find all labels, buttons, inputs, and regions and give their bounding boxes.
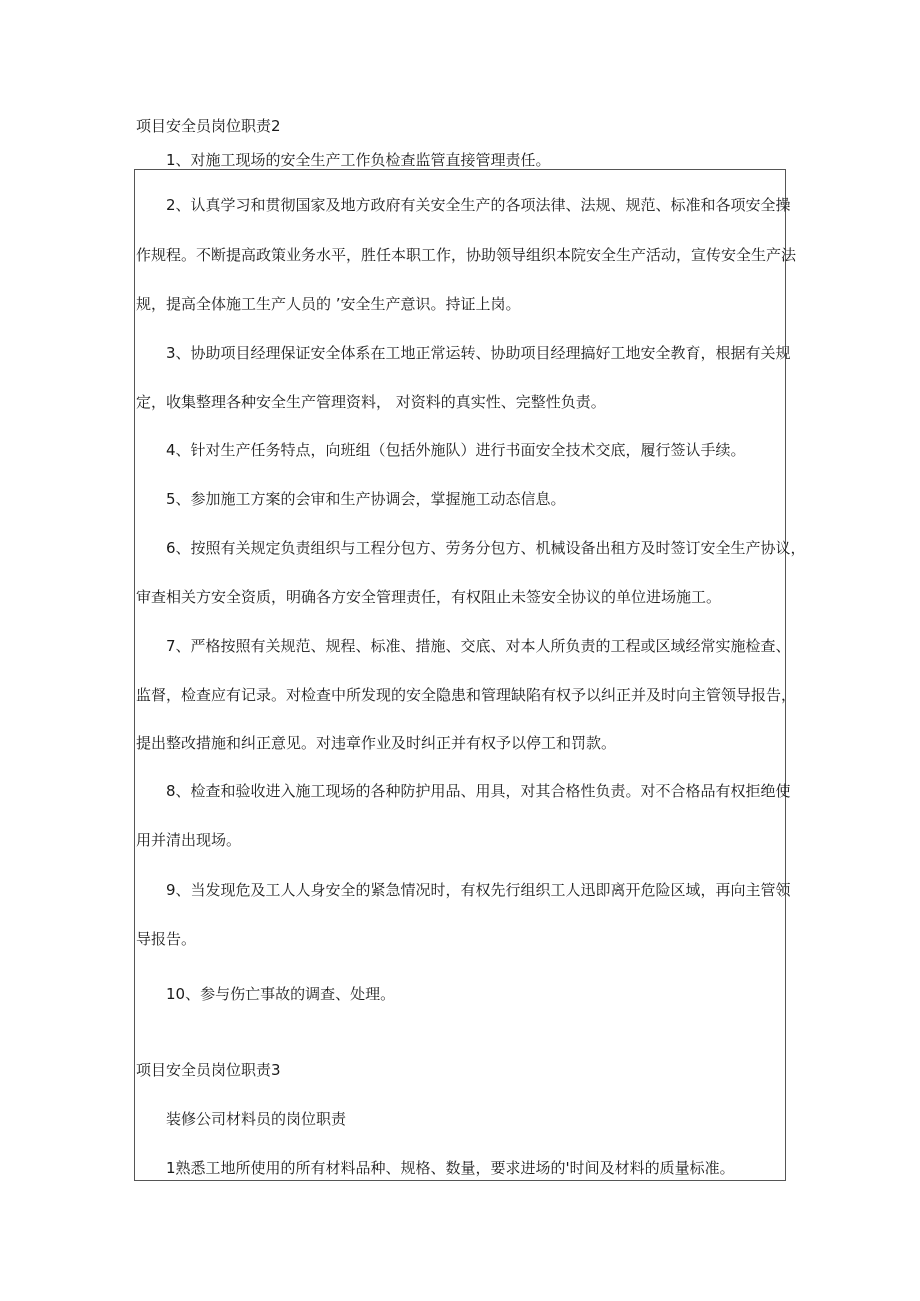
duty-item-9-line-1: 9、当发现危及工人人身安全的紧急情况时，有权先行组织工人迅即离开危险区域，再向主管领 <box>166 881 791 899</box>
duty-item-7-line-3: 提出整改措施和纠正意见。对违章作业及时纠正并有权予以停工和罚款。 <box>136 734 617 752</box>
section-2-title: 项目安全员岗位职责2 <box>136 117 281 135</box>
duty-item-7-line-2: 监督，检查应有记录。对检查中所发现的安全隐患和管理缺陷有权予以纠正并及时向主管领导报告， <box>136 686 797 704</box>
content-frame <box>134 169 786 1181</box>
material-duty-item-1: 1熟悉工地所使用的所有材料品种、规格、数量，要求进场的'时间及材料的质量标准。 <box>166 1159 735 1177</box>
duty-item-3-line-1: 3、协助项目经理保证安全体系在工地正常运转、协助项目经理搞好工地安全教育，根据有关规 <box>166 344 791 362</box>
duty-item-2-line-3: 规，提高全体施工生产人员的 ’安全生产意识。持证上岗。 <box>136 295 521 313</box>
duty-item-4: 4、针对生产任务特点，向班组（包括外施队）进行书面安全技术交底，履行签认手续。 <box>166 441 746 459</box>
duty-item-6-line-2: 审查相关方安全资质，明确各方安全管理责任，有权阻止未签安全协议的单位进场施工。 <box>136 588 722 606</box>
section-3-subtitle: 装修公司材料员的岗位职责 <box>166 1110 347 1128</box>
duty-item-7-line-1: 7、严格按照有关规范、规程、标准、措施、交底、对本人所负责的工程或区域经常实施检查、 <box>166 637 791 655</box>
duty-item-1: 1、对施工现场的安全生产工作负检查监管直接管理责任。 <box>166 151 551 169</box>
duty-item-9-line-2: 导报告。 <box>136 930 197 948</box>
duty-item-10: 10、参与伤亡事故的调查、处理。 <box>166 985 396 1003</box>
duty-item-3-line-2: 定，收集整理各种安全生产管理资料， 对资料的真实性、完整性负责。 <box>136 393 606 411</box>
duty-item-8-line-1: 8、检查和验收进入施工现场的各种防护用品、用具，对其合格性负责。对不合格品有权拒绝使 <box>166 782 791 800</box>
duty-item-2-line-1: 2、认真学习和贯彻国家及地方政府有关安全生产的各项法律、法规、规范、标准和各项安全操 <box>166 196 791 214</box>
duty-item-6-line-1: 6、按照有关规定负责组织与工程分包方、劳务分包方、机械设备出租方及时签订安全生产协议， <box>166 539 806 557</box>
duty-item-5: 5、参加施工方案的会审和生产协调会，掌握施工动态信息。 <box>166 490 566 508</box>
section-3-title: 项目安全员岗位职责3 <box>136 1061 281 1079</box>
duty-item-2-line-2: 作规程。不断提高政策业务水平，胜任本职工作，协助领导组织本院安全生产活动，宣传安全生产法 <box>136 246 797 264</box>
duty-item-8-line-2: 用并清出现场。 <box>136 831 242 849</box>
